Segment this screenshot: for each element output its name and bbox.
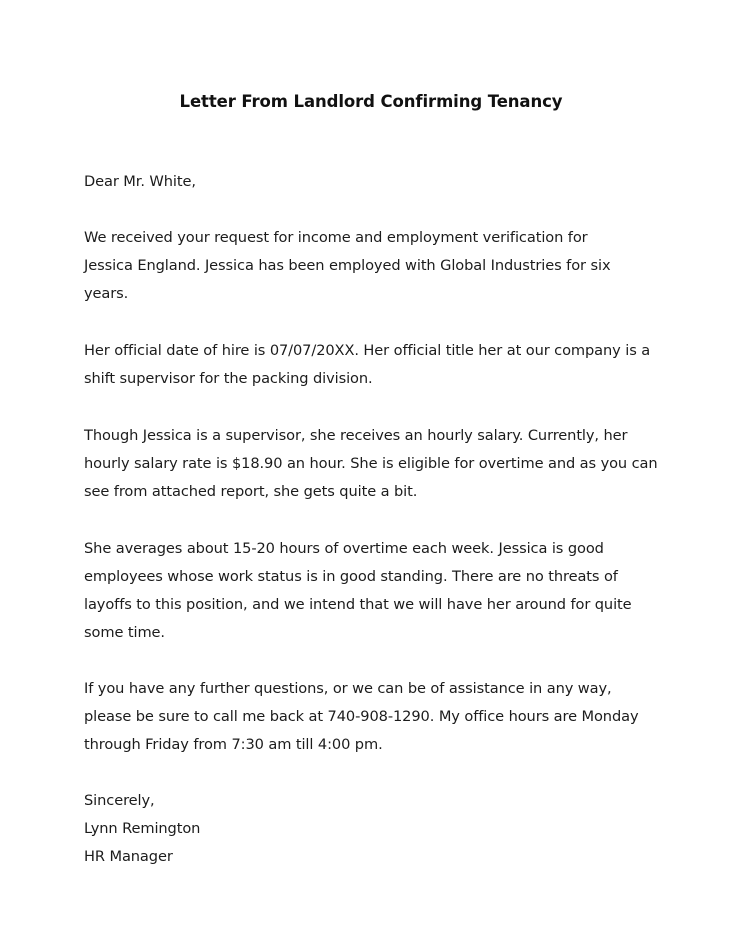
paragraph-contact-info: [84, 675, 684, 759]
paragraph-verification-request: [84, 224, 684, 308]
salutation: [84, 168, 684, 196]
paragraph-line: If you have any further questions, or we can be of assistance in any way,: [84, 680, 612, 697]
paragraph-hire-details: [84, 337, 684, 393]
paragraph-line: Jessica England. Jessica has been employed with Global Industries for six: [84, 257, 611, 274]
signer-name: Lynn Remington: [84, 820, 201, 837]
signature-block: [84, 787, 684, 871]
paragraph-line: She averages about 15-20 hours of overtime each week. Jessica is good: [84, 540, 604, 557]
paragraph-overtime-status: [84, 535, 684, 647]
paragraph-line: We received your request for income and employment verification for: [84, 229, 588, 246]
paragraph-line: hourly salary rate is $18.90 an hour. She is eligible for overtime and as you can: [84, 455, 658, 472]
paragraph-line: employees whose work status is in good standing. There are no threats of: [84, 568, 618, 585]
paragraph-line: Though Jessica is a supervisor, she receives an hourly salary. Currently, her: [84, 427, 628, 444]
paragraph-line: some time.: [84, 624, 165, 641]
paragraph-line: through Friday from 7:30 am till 4:00 pm.: [84, 736, 383, 753]
paragraph-salary: [84, 422, 684, 506]
salutation-line: Dear Mr. White,: [84, 173, 196, 190]
signer-title: HR Manager: [84, 848, 173, 865]
letter-title: Letter From Landlord Confirming Tenancy: [179, 92, 563, 111]
paragraph-line: see from attached report, she gets quite a bit.: [84, 483, 418, 500]
paragraph-line: layoffs to this position, and we intend that we will have her around for quite: [84, 596, 632, 613]
valediction: Sincerely,: [84, 792, 155, 809]
paragraph-line: years.: [84, 285, 129, 302]
paragraph-line: please be sure to call me back at 740-908-1290. My office hours are Monday: [84, 708, 639, 725]
paragraph-line: Her official date of hire is 07/07/20XX. Her official title her at our company is a: [84, 342, 651, 359]
paragraph-line: shift supervisor for the packing division.: [84, 370, 373, 387]
